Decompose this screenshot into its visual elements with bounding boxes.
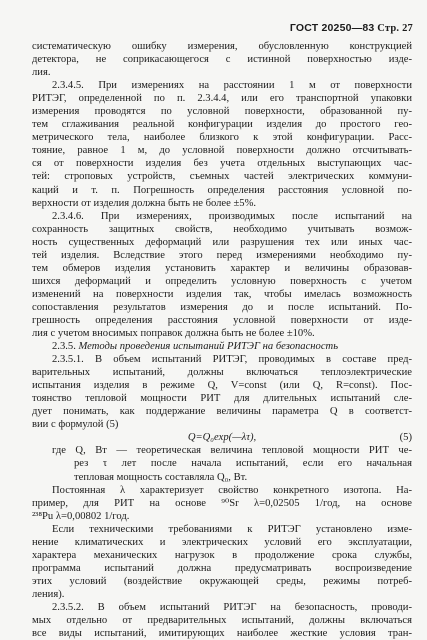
text-line: 2.3.5.2. В объем испытаний РИТЭГ на безопасность, проводи- [52, 601, 412, 613]
text-line: тоянство тепловой мощности РИТ для длительных испытаний сле- [32, 393, 412, 405]
formula-number: (5) [399, 432, 412, 444]
body-text [32, 40, 412, 640]
text-line: программа испытаний должна предусматривать воспроизведение [32, 562, 412, 574]
text-line: изменений на поверхности изделия так, чтобы имелась возможность [32, 288, 412, 300]
text-line: сопоставления результатов измерения до и после испытаний. По- [32, 301, 412, 313]
formula-5 [32, 431, 412, 444]
text-line: 2.3.4.5. При измерениях на расстоянии 1 м от поверхности [52, 80, 412, 92]
text-line: рез τ лет после начала испытаний, если его начальная [74, 458, 412, 470]
text-line: пример, для РИТ на основе ⁹⁰Sr λ=0,02505 1/год, на основе [32, 497, 412, 509]
text-line: ность существенных деформаций или разрушения тех или иных час- [32, 236, 412, 248]
text-line: лия с учетом вносимых поправок должна быть не более ±10%. [32, 328, 315, 340]
text-line: тем обмеров изделия установить характер и величины образовав- [32, 262, 412, 274]
text-line: где Q, Вт — теоретическая величина тепловой мощности РИТ че- [52, 445, 412, 457]
page-header [290, 22, 413, 34]
text-line: мых отдельно от предварительных испытаний, должны включаться [32, 615, 412, 627]
text-line: сохранность защитных свойств, необходимо учитывать возмож- [32, 223, 412, 235]
text-line: ления). [32, 588, 65, 600]
text-line: тей: строповых устройств, съемных частей электрических коммуни- [32, 171, 412, 183]
text-line: систематическую ошибку измерения, обусловленную конструкцией [32, 41, 412, 52]
text-line: Если техническими требованиями к РИТЭГ установлено изме- [52, 523, 412, 535]
section-number: 2.3.5. [52, 341, 79, 353]
text-line: тояние, равное 1 м, до условной поверхности должно отсчитывать- [32, 145, 412, 157]
text-line: РИТЭГ, определенной по п. 2.3.4.4, или его транспортной упаковки [32, 93, 412, 105]
text-line: все виды испытаний, имитирующих наиболее жесткие условия тран- [32, 628, 412, 640]
text-line: ся от поверхности изделия без учета отдельных выступающих час- [32, 158, 412, 170]
text-line: 2.3.4.6. При измерениях, производимых после испытаний на [52, 210, 412, 222]
text-line: 2.3.5.1. В объем испытаний РИТЭГ, проводимых в составе пред- [52, 354, 412, 366]
text-line [32, 340, 412, 353]
text-line: характера механических нагрузок в продолжение срока службы, [32, 549, 412, 561]
section-title: Методы проведения испытаний РИТЭГ на безопасность [78, 341, 339, 353]
standard-number: ГОСТ 20250—83 [289, 22, 375, 34]
text-block-lower [32, 444, 412, 640]
text-line: этих условий (воздействие окружающей среды, режимы потреб- [32, 575, 412, 587]
text-line: каций и т. п. Погрешность определения расстояния условной по- [32, 184, 412, 196]
text-line: шихся деформаций и определить условную поверхность с учетом [32, 275, 412, 287]
text-line: Постоянная λ характеризует свойство конкретного изотопа. На- [52, 484, 412, 496]
text-line: тем сглаживания реальной конфигурации изделия до простого гео- [32, 119, 412, 131]
text-line: грешность определения расстояния условной поверхности от изде- [32, 314, 412, 326]
text-line: варительных испытаний, должны включаться теплоэлектрические [32, 367, 412, 379]
text-line: верхности от изделия должна быть не более ±5%. [32, 197, 257, 209]
text-line: измерения проводятся по условной поверхности, образованной пу- [32, 106, 412, 118]
text-line: тепловая мощность составляла Q₀, Вт. [74, 471, 248, 483]
text-line: вии с формулой (5) [32, 419, 119, 431]
text-line: тей изделия. Вследствие этого перед измерениями необходимо пу- [32, 249, 412, 261]
text-line: метрического тела, наиболее близкого к этой конфигурации. Расс- [32, 132, 412, 144]
formula-expression: Q=Q₀exp(—λτ), [187, 432, 257, 444]
text-line: испытания изделия в режиме Q, V=const (или Q, R=const). Пос- [32, 380, 412, 392]
text-line: ²³⁸Pu λ=0,00802 1/год. [32, 510, 130, 522]
text-block-upper [32, 40, 412, 431]
text-line: лия. [32, 67, 51, 79]
page-number: Стр. 27 [377, 23, 413, 34]
text-line: детектора, не соприкасающегося с истинной поверхностью изде- [32, 54, 412, 66]
text-line: дует понимать, как поддержание величины параметра Q в соответст- [32, 406, 412, 418]
text-line: нение климатических и электрических условий его эксплуатации, [32, 536, 412, 548]
